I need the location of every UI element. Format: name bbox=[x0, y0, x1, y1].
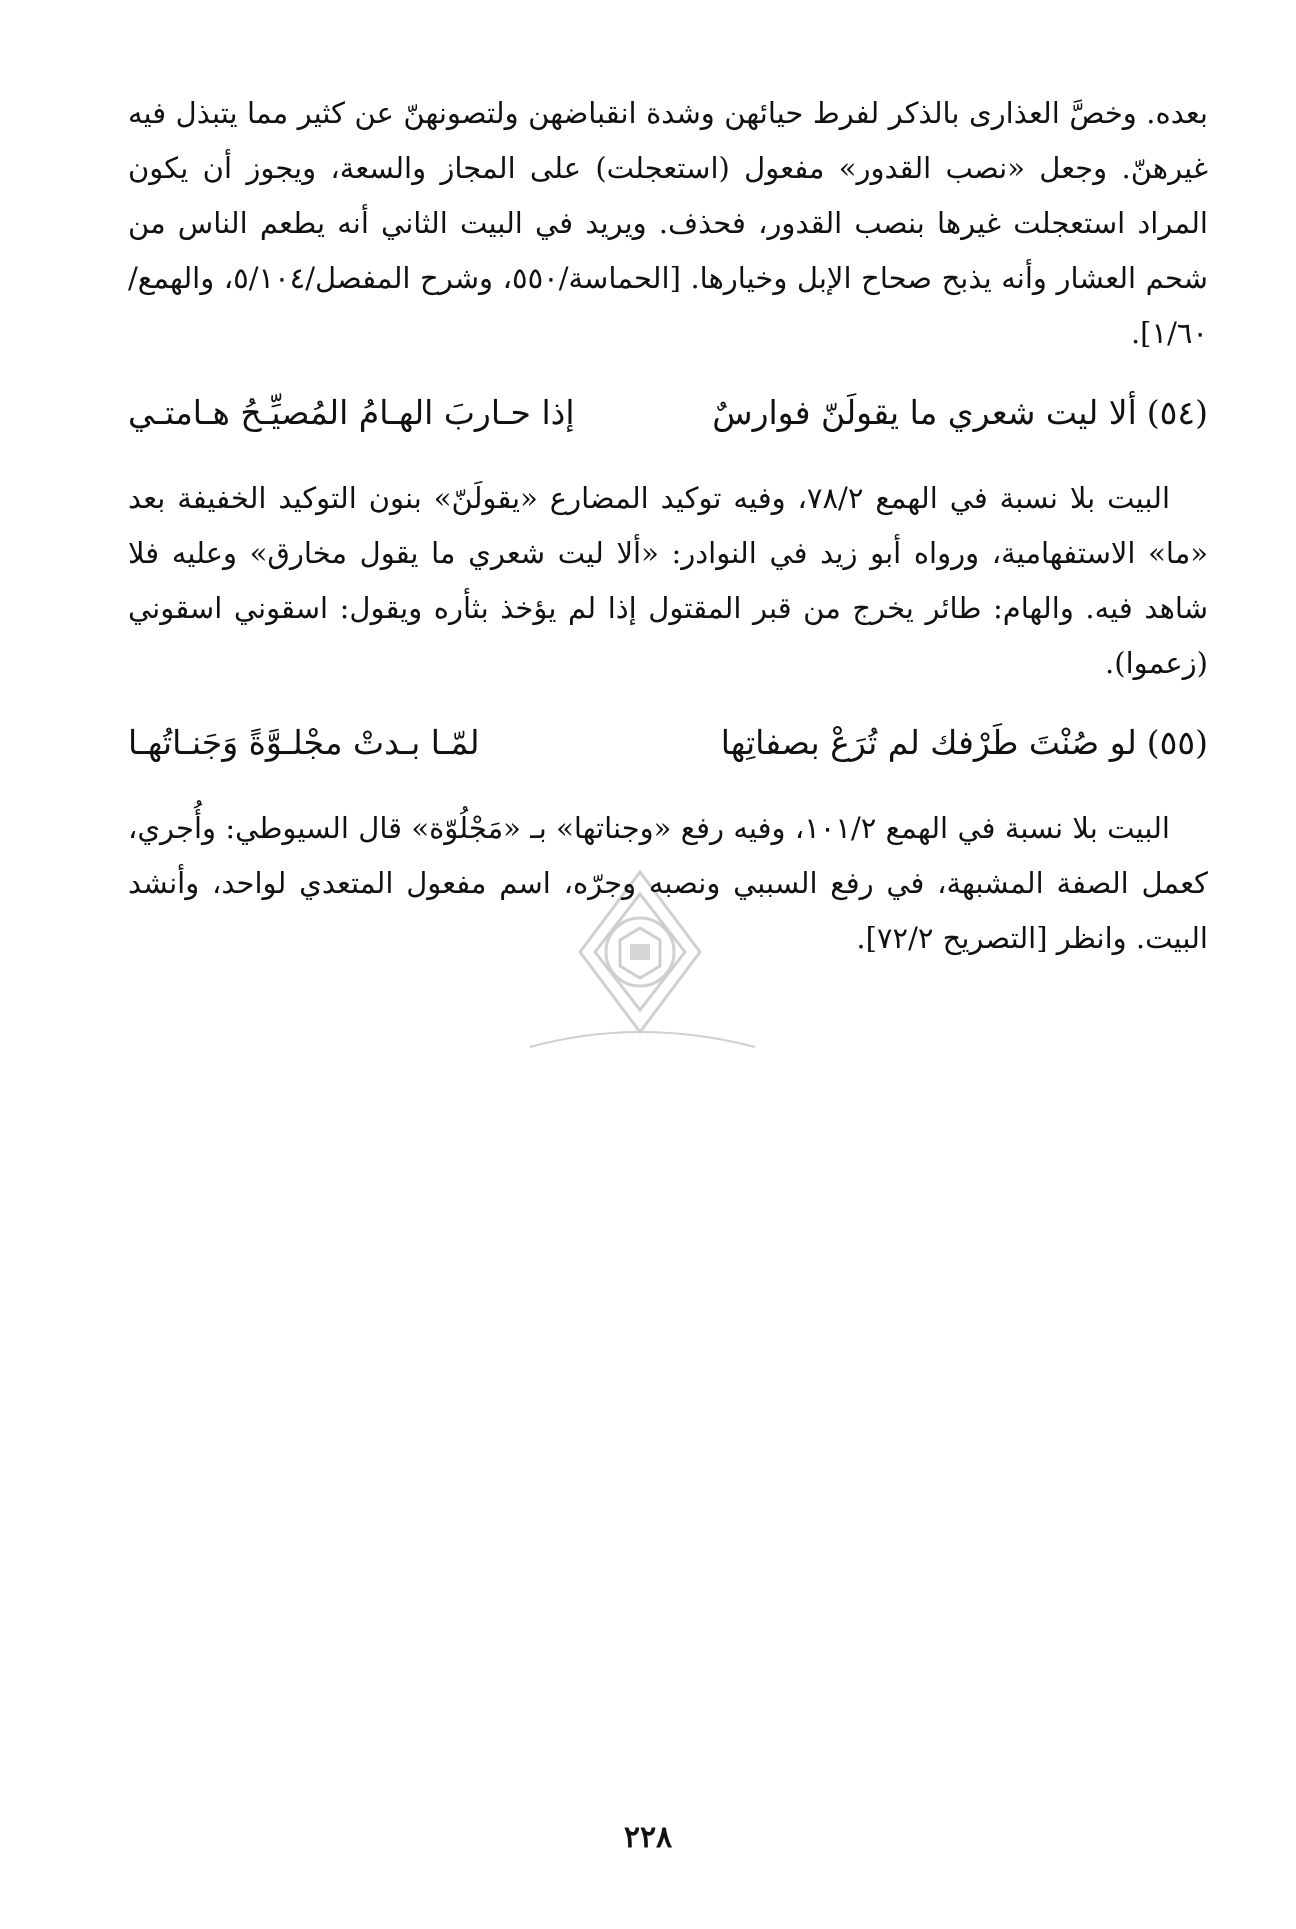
verse-55 bbox=[128, 713, 1208, 773]
verse-55-second-hemistich: لمّـا بـدتْ مجْلـوَّةً وَجَنـاتُهـا bbox=[128, 723, 480, 762]
page-number: ٢٢٨ bbox=[623, 1820, 673, 1855]
page-body bbox=[128, 86, 1208, 966]
commentary-paragraph-top: بعده. وخصَّ العذارى بالذكر لفرط حيائهن وشدة انقباضهن ولتصونهنّ عن كثير مما يتبذل فيه غيرهنّ. وجعل «نصب القدور» مفعول (استعجلت) على المجاز والسعة، ويجوز أن يكون المراد استعجلت غيرها بنصب القدور، فحذف. ويريد في البيت الثاني أنه يطعم الناس من شحم العشار وأنه يذبح صحاح الإبل وخيارها. [الحماسة/٥٥٠، وشرح المفصل/٥/١٠٤، والهمع/١/٦٠]. bbox=[128, 96, 1208, 350]
verse-54-first-hemistich-group bbox=[712, 383, 1208, 443]
verse-55-first-hemistich-group bbox=[721, 713, 1208, 773]
commentary-paragraph-55: البيت بلا نسبة في الهمع ١٠١/٢، وفيه رفع «وجناتها» بـ «مَجْلُوّة» قال السيوطي: وأُجري، كعمل الصفة المشبهة، في رفع السببي ونصبه وجرّه، اسم مفعول المتعدي لواحد، وأنشد البيت. وانظر [التصريح ٧٢/٢]. bbox=[128, 811, 1208, 955]
verse-54 bbox=[128, 383, 1208, 443]
verse-54-number: (٥٤) bbox=[1146, 393, 1208, 432]
verse-55-first-hemistich: لو صُنْتَ طَرْفك لم تُرَعْ بصفاتِها bbox=[720, 723, 1137, 762]
verse-54-second-hemistich: إذا حـاربَ الهـامُ المُصيِّـحُ هـامتـي bbox=[128, 393, 575, 432]
commentary-paragraph-54: البيت بلا نسبة في الهمع ٧٨/٢، وفيه توكيد المضارع «يقولَنّ» بنون التوكيد الخفيفة بعد «ما» الاستفهامية، ورواه أبو زيد في النوادر: «ألا ليت شعري ما يقول مخارق» وعليه فلا شاهد فيه. والهام: طائر يخرج من قبر المقتول إذا لم يؤخذ بثأره ويقول: اسقوني اسقوني (زعموا). bbox=[128, 481, 1208, 680]
verse-54-first-hemistich: ألا ليت شعري ما يقولَنّ فوارسٌ bbox=[712, 393, 1137, 432]
verse-55-number: (٥٥) bbox=[1146, 723, 1208, 762]
